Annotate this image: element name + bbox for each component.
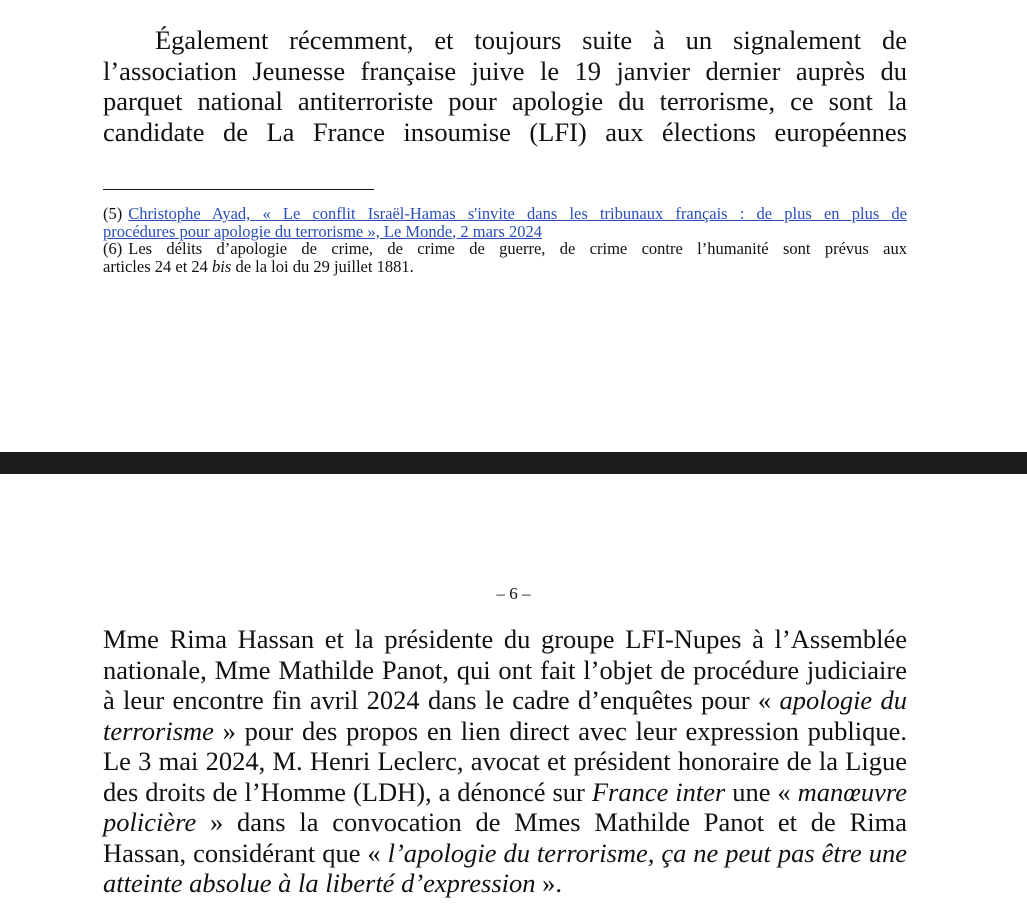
italic-run: atteinte absolue à la liberté d’expression	[103, 868, 536, 898]
paragraph-line	[103, 868, 907, 899]
text-run: ».	[535, 868, 563, 898]
italic-run: l’apologie du terrorisme, ça ne peut pas être une	[387, 837, 907, 868]
text-run: » dans la convocation de Mmes Mathilde Panot et de Rima	[196, 807, 907, 837]
footnote-number: (6)	[103, 239, 123, 258]
page-separator	[0, 452, 1027, 474]
body-paragraph	[103, 25, 907, 147]
footnote-number: (5)	[103, 204, 123, 223]
body-paragraph	[103, 624, 907, 899]
paragraph-line	[103, 838, 907, 869]
footnote-line	[103, 223, 907, 241]
footnotes	[103, 205, 907, 275]
italic-run: apologie du	[779, 685, 907, 715]
text-run: » pour des propos en lien direct avec leur expression publique.	[213, 715, 907, 746]
paragraph-line	[103, 777, 907, 808]
footnote-text: Les délits d’apologie de crime, de crime de guerre, de crime contre l’humanité sont prévus aux	[128, 239, 907, 258]
footnote-link[interactable]: Christophe Ayad, « Le conflit Israël-Hamas s'invite dans les tribunaux français : de plus en plus de	[128, 204, 907, 223]
paragraph-line: Le 3 mai 2024, M. Henri Leclerc, avocat et président honoraire de la Ligue	[103, 746, 907, 776]
footnote-italic: bis	[212, 256, 232, 276]
footnote-line	[103, 240, 907, 258]
text-run: une «	[725, 776, 798, 807]
paragraph-line: nationale, Mme Mathilde Panot, qui ont fait l’objet de procédure judiciaire	[103, 654, 907, 685]
paragraph-line	[103, 685, 907, 716]
paragraph-line: Également récemment, et toujours suite à un signalement de	[155, 25, 907, 55]
footnote-line	[103, 205, 907, 223]
paragraph-line	[103, 716, 907, 747]
footnote-5	[103, 205, 907, 240]
page-number: – 6 –	[496, 584, 531, 603]
text-run: Hassan, considérant que «	[103, 837, 388, 868]
paragraph-line: Mme Rima Hassan et la présidente du groupe LFI-Nupes à l’Assemblée	[103, 624, 907, 654]
cut-off-text-remnant	[102, 0, 922, 2]
top-page	[0, 0, 1027, 452]
footnote-line	[103, 258, 907, 276]
bottom-page	[0, 474, 1027, 918]
italic-run: terrorisme	[103, 715, 214, 746]
paragraph-line: l’association Jeunesse française juive le 19 janvier dernier auprès du	[103, 55, 907, 86]
footnote-6	[103, 240, 907, 275]
paragraph-line	[103, 807, 907, 838]
italic-run: policière	[103, 807, 197, 837]
footnote-link[interactable]: procédures pour apologie du terrorisme », Le Monde, 2 mars 2024	[103, 221, 542, 241]
text-run: à leur encontre fin avril 2024 dans le cadre d’enquêtes pour «	[103, 685, 780, 715]
text-run: des droits de l’Homme (LDH), a dénoncé sur	[103, 776, 592, 807]
paragraph-line: parquet national antiterroriste pour apologie du terrorisme, ce sont la	[103, 86, 907, 116]
footnote-separator	[103, 189, 374, 190]
footnote-text: articles 24 et 24	[103, 256, 213, 276]
italic-run: manœuvre	[797, 776, 908, 807]
footnote-text: de la loi du 29 juillet 1881.	[231, 256, 414, 276]
paragraph-line: candidate de La France insoumise (LFI) aux élections européennes	[103, 116, 907, 147]
italic-run: France inter	[591, 776, 726, 807]
